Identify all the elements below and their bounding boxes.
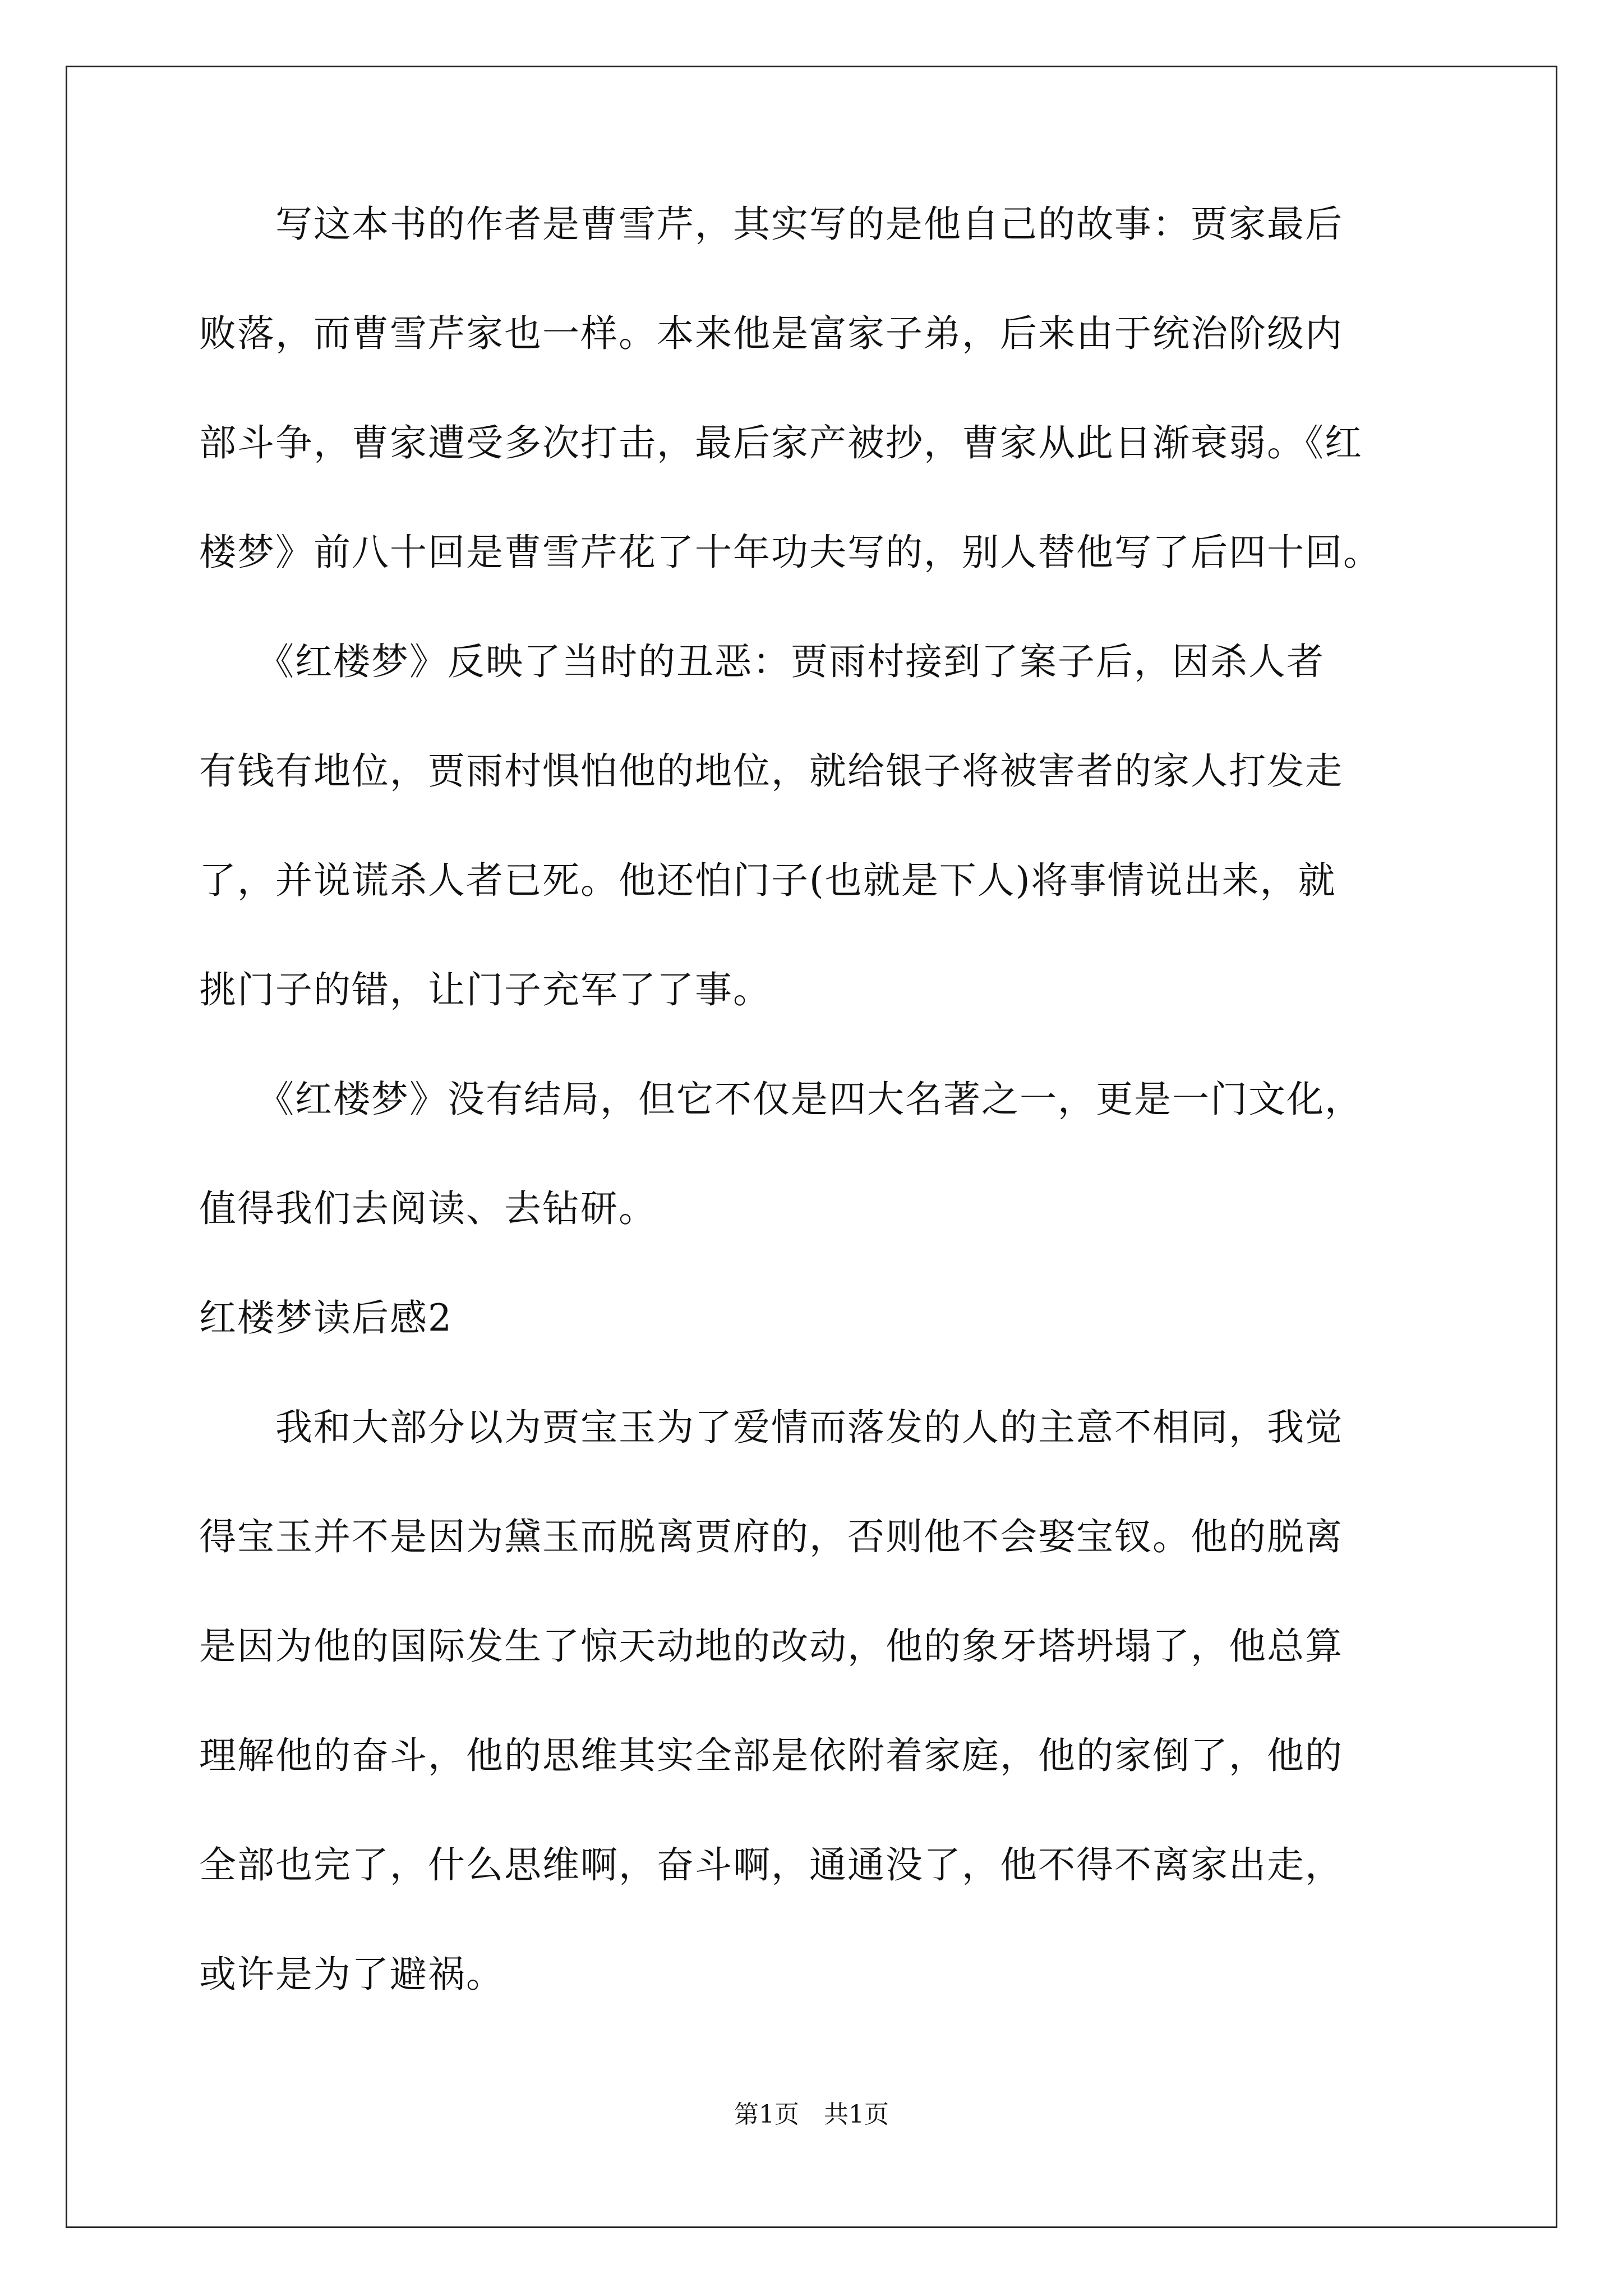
text-line: 了，并说谎杀人者已死。他还怕门子(也就是下人)将事情说出来，就 xyxy=(199,859,1336,902)
text-line: 我和大部分以为贾宝玉为了爱情而落发的人的主意不相同，我觉 xyxy=(199,1406,1343,1449)
text-line: 部斗争，曹家遭受多次打击，最后家产被抄，曹家从此日渐衰弱。《红 xyxy=(199,421,1363,464)
text-line: 《红楼梦》反映了当时的丑恶：贾雨村接到了案子后，因杀人者 xyxy=(199,640,1325,683)
text-line: 写这本书的作者是曹雪芹，其实写的是他自己的故事：贾家最后 xyxy=(199,203,1343,246)
text-line: 《红楼梦》没有结局，但它不仅是四大名著之一，更是一门文化， xyxy=(199,1078,1363,1121)
text-line: 败落，而曹雪芹家也一样。本来他是富家子弟，后来由于统治阶级内 xyxy=(199,312,1343,355)
text-line: 或许是为了避祸。 xyxy=(199,1953,504,1996)
text-line: 得宝玉并不是因为黛玉而脱离贾府的，否则他不会娶宝钗。他的脱离 xyxy=(199,1515,1343,1558)
text-line: 值得我们去阅读、去钻研。 xyxy=(199,1187,657,1230)
section-heading: 红楼梦读后感2 xyxy=(199,1296,453,1340)
page-border xyxy=(66,66,1557,2228)
text-line: 理解他的奋斗，他的思维其实全部是依附着家庭，他的家倒了，他的 xyxy=(199,1734,1343,1777)
text-line: 有钱有地位，贾雨村惧怕他的地位，就给银子将被害者的家人打发走 xyxy=(199,749,1343,793)
text-line: 是因为他的国际发生了惊天动地的改动，他的象牙塔坍塌了，他总算 xyxy=(199,1625,1343,1668)
page-footer: 第1页 共1页 xyxy=(734,2100,889,2129)
text-line: 楼梦》前八十回是曹雪芹花了十年功夫写的，别人替他写了后四十回。 xyxy=(199,531,1381,574)
text-line: 全部也完了，什么思维啊，奋斗啊，通通没了，他不得不离家出走， xyxy=(199,1843,1343,1887)
text-line: 挑门子的错，让门子充军了了事。 xyxy=(199,968,771,1011)
